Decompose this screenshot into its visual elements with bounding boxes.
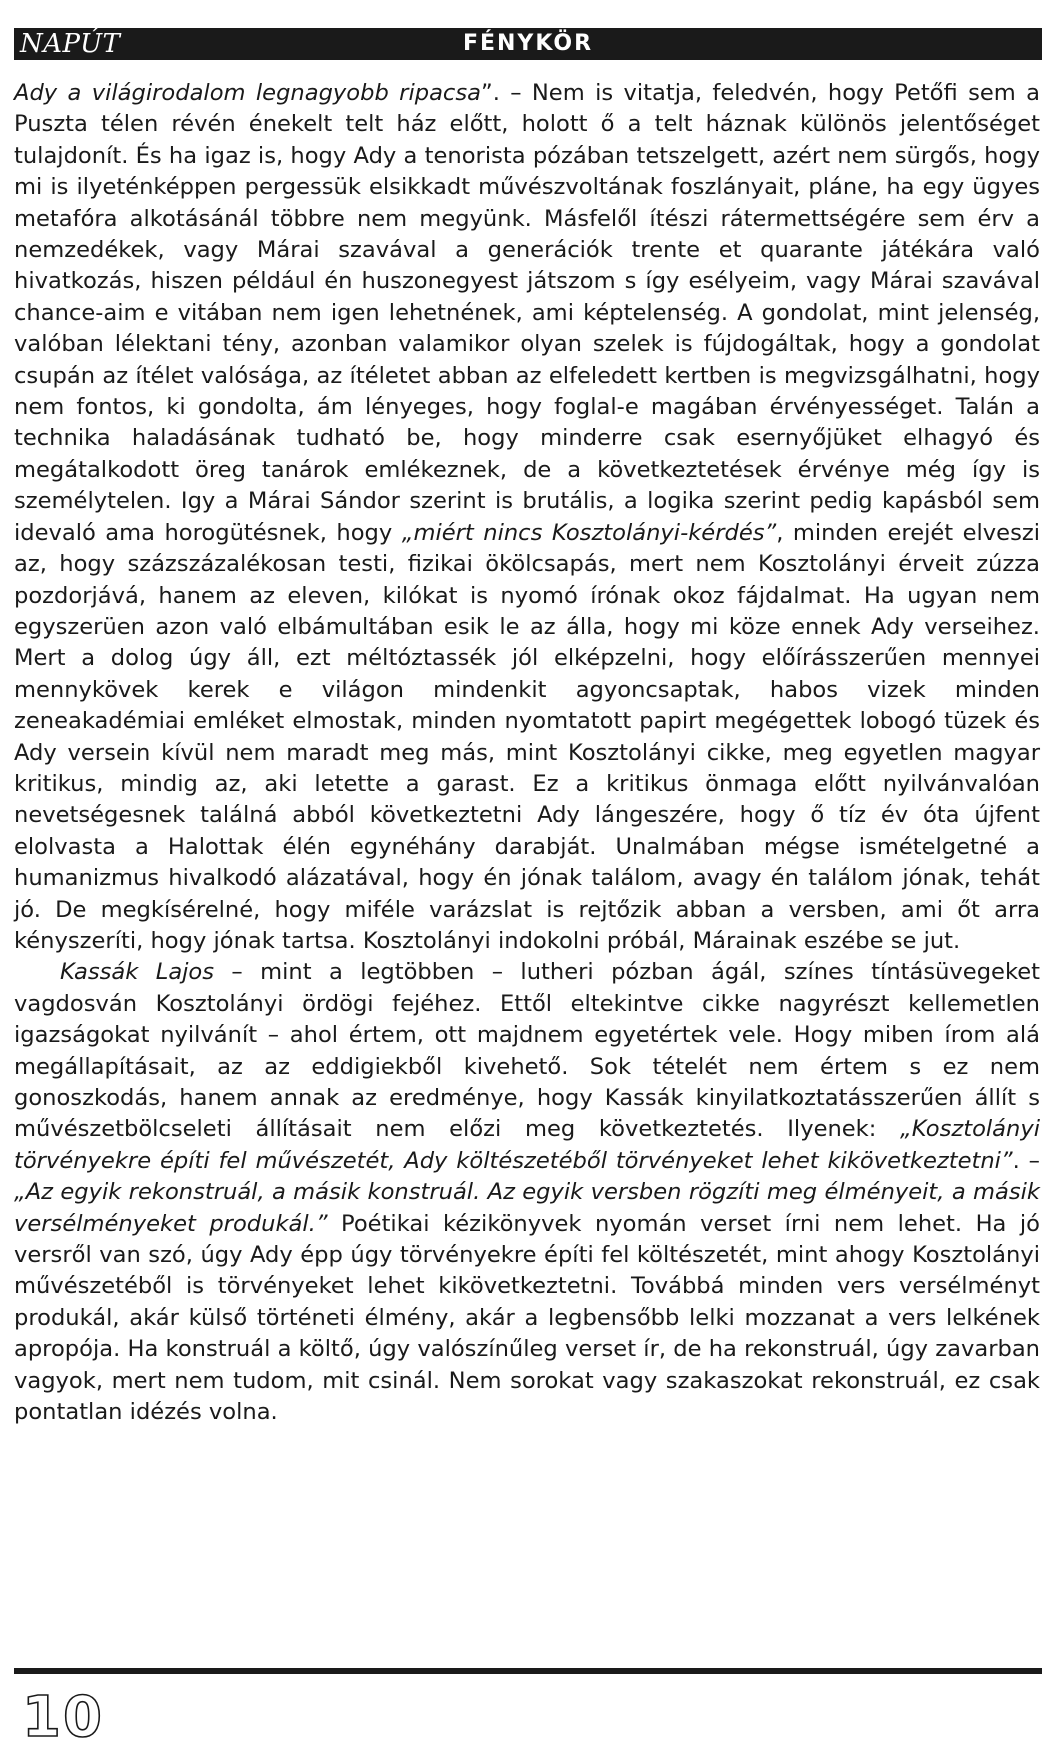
text-run: – mint a legtöbben – lutheri pózban ágál, színes tíntásüvegeket vagdosván Kosztolányi ördögi fejéhez. Ettől eltekintve cikke nagyrészt kellemetlen igazságokat nyilvánít – ahol értem, ott majdnem egyetértek vele. Hogy miben írom alá megállapításait, az az eddigiekből kivehető. Sok tételét nem értem s ez nem gonoszkodás, hanem annak az eredménye, hogy Kassák kinyilatkoztatásszerűen állít s művészetbölcseleti állításait nem előzi meg következtetés. Ilyenek:: [14, 959, 1040, 1143]
text-run: Poétikai kézikönyvek nyomán verset írni nem lehet. Ha jó versről van szó, úgy Ady épp úgy törvényekre építi fel költészetét, mint ahogy Kosztolányi művészetéből is törvényeket lehet kikövetkeztetni. Továbbá minden vers versélményt produkál, akár külső történeti élmény, akár a legbensőbb lelki mozzanat a vers lelkének apropója. Ha konstruál a költő, úgy valószínűleg verset ír, de ha rekonstruál, úgy zavarban vagyok, mert nem tudom, mit csinál. Nem sorokat vagy szakaszokat rekonstruál, ez csak pontatlan idézés volna.: [14, 1210, 1040, 1426]
text-run: . –: [1012, 1147, 1040, 1174]
paragraph: [14, 957, 1040, 1428]
author-name: Kassák Lajos: [60, 959, 215, 986]
article-body: [14, 78, 1040, 1428]
quote-fragment: „Kosztolányi törvényekre építi fel művészetét, Ady költészetéből törvényeket lehet kikövetkeztetni”: [14, 1116, 1040, 1174]
footer-rule: [14, 1668, 1042, 1674]
page-number-text: 10: [22, 1690, 104, 1742]
quote-fragment: Ady a világirodalom legnagyobb ripacsa: [14, 80, 481, 106]
text-run: , minden erejét elveszi az, hogy százszázalékosan testi, fizikai ökölcsapás, mert nem Kosztolányi érveit zúzza pozdorjává, hanem az eleven, kilókat is nyomó írónak okoz fájdalmat. Ha ugyan nem egyszerüen azon való elbámultában esik le az álla, hogy mi köze ennek Ady verseihez. Mert a dolog úgy áll, ezt méltóztassék jól elképzelni, hogy előírásszerűen mennyei mennykövek kerek e világon mindenkit agyoncsaptak, habos vizek minden zeneakadémiai emléket elmostak, minden nyomtatott papirt megégettek lobogó tüzek és Ady versein kívül nem maradt meg más, mint Kosztolányi cikke, meg egyetlen magyar kritikus, mindig az, aki letette a garast. Ez a kritikus önmaga előtt nyilvánvalóan nevetségesnek találná abból következtetni Ady lángeszére, hogy ő tíz év óta újfent elolvasta a Halottak élén egynéhány darabját. Unalmában mégse ismételgetné a humanizmus hivalkodó alázatával, hogy én jónak találom, avagy én találom jónak, tehát jó. De megkísérelné, hogy miféle varázslat is rejtőzik abban a versben, ami őt arra kényszeríti, hogy jónak tartsa. Kosztolányi indokolni próbál, Márainak eszébe se jut.: [14, 519, 1040, 954]
page-number: [18, 1690, 128, 1742]
text-run: ”. – Nem is vitatja, feledvén, hogy Petőfi sem a Puszta télen révén énekelt telt ház előtt, holott ő a telt háznak különös jelentőséget tulajdonít. És ha igaz is, hogy Ady a tenorista pózában tetszelgett, azért nem sürgős, hogy mi is ilyeténképpen pergessük elsikkadt művészvoltának foszlányait, pláne, ha egy ügyes metafóra alkotásánál többre nem megyünk. Másfelől ítészi rátermettségére sem érv a nemzedékek, vagy Márai szavával a generációk trente et quarante játékára való hivatkozás, hiszen például én huszonegyest játszom s így esélyeim, vagy Márai szavával chance-aim e vitában nem igen lehetnének, ami képtelenség. A gondolat, mint jelenség, valóban lélektani tény, azonban valamikor olyan szelek is fújdogáltak, hogy a gondolat csupán az ítélet valósága, az ítéletet abban az elfeledett kertben is megvizsgálhatni, hogy nem fontos, ki gondolta, ám lényeges, hogy foglal-e magában érvényességet. Talán a technika haladásának tudható be, hogy minderre csak esernyőjüket elhagyó és megátalkodott öreg tanárok emlékeznek, de a következtetések érvénye még így is személytelen. Igy a Márai Sándor szerint is brutális, a logika szerint pedig kapásból sem idevaló ama horogütésnek, hogy: [14, 80, 1040, 546]
quote-fragment: „miért nincs Kosztolányi-kérdés”: [401, 519, 777, 546]
quote-fragment: „Az egyik rekonstruál, a másik konstruál. Az egyik versben rögzíti meg élményeit, a másik versélményeket produkál.”: [14, 1179, 1040, 1237]
magazine-logo: NAPÚT: [20, 29, 121, 59]
running-header: [14, 28, 1042, 60]
section-title: FÉNYKÖR: [462, 31, 594, 56]
paragraph: [14, 78, 1040, 957]
